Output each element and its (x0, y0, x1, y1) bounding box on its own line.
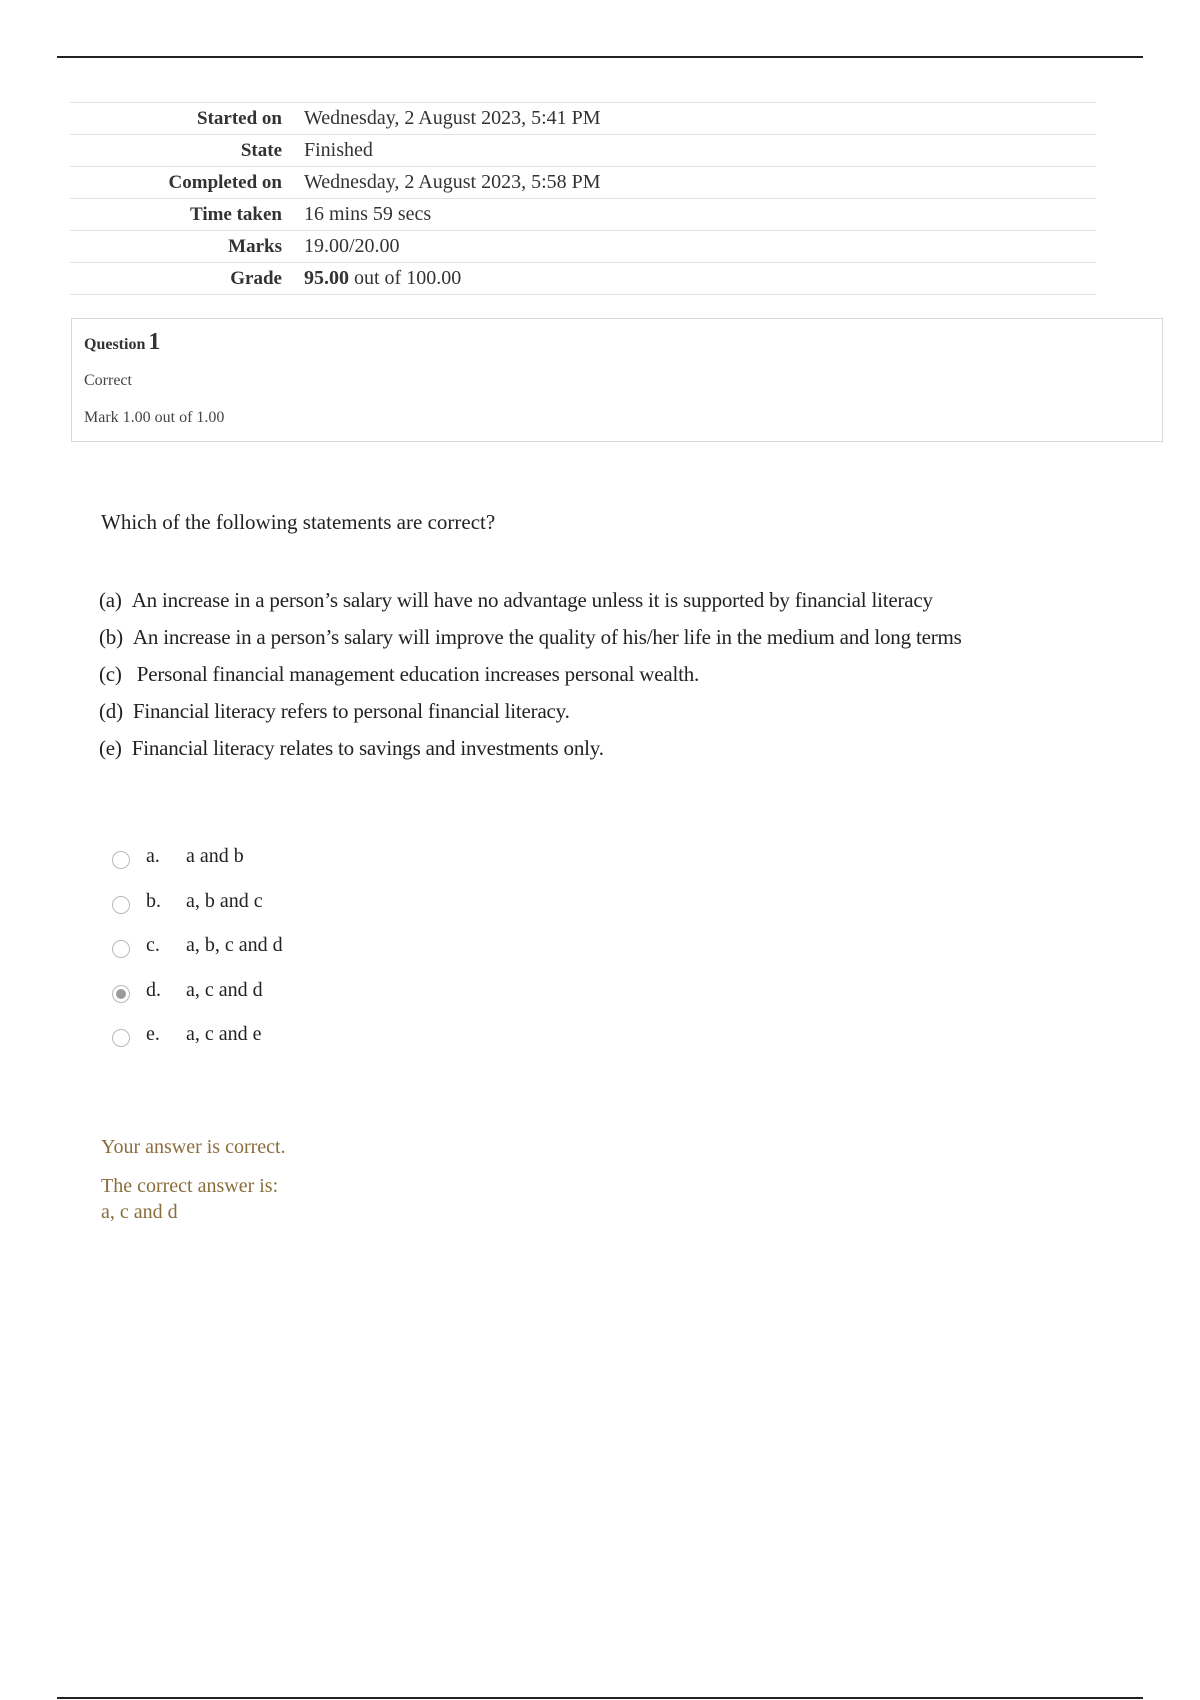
grade-out-of: out of 100.00 (349, 267, 462, 289)
right-answer: a, c and d (101, 1201, 178, 1223)
option-text: a, c and d (186, 978, 263, 1001)
question-state: Correct (84, 372, 132, 389)
statement-item (99, 625, 962, 662)
statement-label: (d) (99, 699, 123, 723)
summary-value: Finished (304, 139, 373, 161)
bottom-rule (57, 1697, 1143, 1699)
question-mark: Mark 1.00 out of 1.00 (84, 409, 225, 426)
summary-value: Wednesday, 2 August 2023, 5:58 PM (304, 171, 601, 193)
statement-text: Financial literacy relates to savings and investments only. (131, 736, 604, 760)
summary-row-started (70, 103, 1096, 135)
summary-row-completed (70, 167, 1096, 199)
option-text: a, b and c (186, 889, 263, 912)
option-letter: e. (146, 1023, 160, 1045)
option-text: a, c and e (186, 1023, 262, 1045)
summary-value: 19.00/20.00 (304, 235, 400, 257)
grade-score: 95.00 (304, 267, 349, 289)
radio-button[interactable] (112, 940, 130, 958)
option-letter: c. (146, 934, 160, 956)
summary-label: State (240, 139, 282, 161)
option-letter: b. (146, 889, 161, 912)
statement-label: (e) (99, 736, 122, 760)
summary-row-grade (70, 263, 1096, 295)
statement-text: An increase in a person’s salary will have no advantage unless it is supported by financial literacy (131, 588, 933, 612)
statement-item (99, 736, 962, 773)
summary-row-time-taken (70, 199, 1096, 231)
statement-label: (b) (99, 625, 123, 649)
summary-value (294, 263, 1096, 295)
answer-option-a[interactable] (112, 845, 283, 890)
right-answer-label: The correct answer is: (101, 1175, 279, 1197)
answer-option-e[interactable] (112, 1023, 283, 1068)
summary-label: Time taken (189, 203, 282, 225)
answer-options (112, 845, 283, 1068)
attempt-summary-table (70, 102, 1096, 295)
summary-label: Marks (228, 235, 282, 257)
radio-button-selected[interactable] (112, 985, 130, 1003)
option-text: a and b (186, 845, 244, 867)
statement-item (99, 699, 962, 736)
summary-label: Completed on (168, 171, 282, 193)
option-text: a, b, c and d (186, 934, 283, 956)
statement-list (99, 588, 962, 773)
summary-label: Started on (197, 107, 282, 129)
feedback-block (101, 1136, 286, 1225)
summary-row-state (70, 135, 1096, 167)
summary-row-marks (70, 231, 1096, 263)
feedback-correctness: Your answer is correct. (101, 1136, 286, 1158)
summary-value: 16 mins 59 secs (304, 203, 432, 225)
radio-button[interactable] (112, 851, 130, 869)
answer-option-d[interactable] (112, 979, 283, 1024)
question-text: Which of the following statements are correct? (101, 510, 496, 534)
option-letter: d. (146, 978, 161, 1001)
summary-label: Grade (230, 267, 282, 289)
statement-label: (a) (99, 588, 122, 612)
question-prefix: Question (84, 336, 146, 353)
statement-item (99, 588, 962, 625)
answer-option-c[interactable] (112, 934, 283, 979)
statement-text: Financial literacy refers to personal financial literacy. (132, 699, 570, 723)
statement-text: An increase in a person’s salary will improve the quality of his/her life in the medium and long terms (132, 625, 962, 649)
question-info-box (71, 318, 1163, 442)
option-letter: a. (146, 845, 160, 867)
summary-value: Wednesday, 2 August 2023, 5:41 PM (304, 107, 601, 129)
question-number-value: 1 (148, 329, 161, 355)
radio-button[interactable] (112, 1029, 130, 1047)
statement-item (99, 662, 962, 699)
radio-button[interactable] (112, 896, 130, 914)
statement-label: (c) (99, 662, 122, 686)
statement-text: Personal financial management education increases personal wealth. (131, 662, 700, 686)
top-rule (57, 56, 1143, 58)
question-number (84, 329, 160, 356)
answer-option-b[interactable] (112, 890, 283, 935)
